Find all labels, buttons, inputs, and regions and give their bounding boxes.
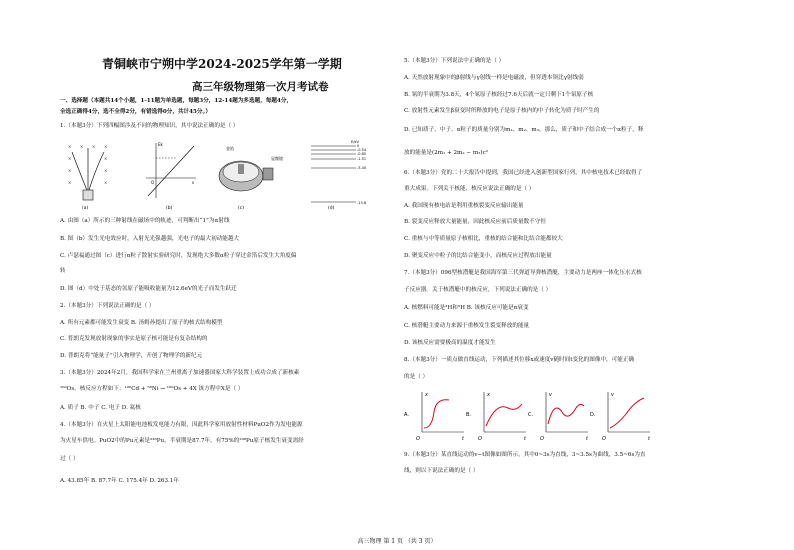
svg-text:×: × <box>92 144 96 149</box>
q1-option-b: B. 图（b）发生光电效应时，入射光光强越强，光电子的最大初动能越大 <box>60 236 240 242</box>
svg-text:t: t <box>586 436 588 442</box>
q5-option-d: D. 已知质子、中子、α粒子的质量分别为m₁、m₂、m₃，那么，质子和中子结合成一个α粒子，释 <box>404 127 644 133</box>
svg-text:E/eV: E/eV <box>351 140 359 144</box>
q1-option-d: D. 图（d）中处于基态的氢原子能吸收能量为12.6eV的光子而发生跃迁 <box>60 286 237 292</box>
q2-stem: 2.（本题3分）下列说法正确的是（ ） <box>60 303 155 309</box>
svg-text:O: O <box>478 436 482 442</box>
figure-a-magnetic-field <box>68 144 107 200</box>
exam-title: 青铜峡市宁朔中学2024-2025学年第一学期 <box>102 57 342 71</box>
q5-option-d-cont: 放的能量是(2m₁ + 2m₂ − m₃)c² <box>404 150 488 156</box>
q8-graph-d <box>590 392 651 442</box>
page-footer: 高三物理 第 1 页 （共 3 页） <box>357 538 437 545</box>
q4-stem-2: 为火星车供电。PuO2中的Pu元素是²³⁸Pu，半衰期是87.7年，有75%的²³⁸Pu原子核发生衰变需经 <box>60 438 304 444</box>
svg-text:O: O <box>540 436 544 442</box>
svg-text:O: O <box>151 180 155 185</box>
figure-c-label: (c) <box>238 206 244 210</box>
svg-text:0: 0 <box>357 144 360 148</box>
q8-graph-c <box>528 392 589 442</box>
q6-stem-2: 重大成果。下列关于核能、核反应说法正确的是（ ） <box>404 186 535 192</box>
svg-text:-3.40: -3.40 <box>357 166 366 170</box>
svg-text:t: t <box>524 436 526 442</box>
svg-text:×: × <box>104 144 108 149</box>
svg-text:×: × <box>68 168 72 173</box>
q4-stem-1: 4.（本题3分）在火星上太阳能电池板发电能力有限，因此科学家用放射性材料PuO2作为发电能源 <box>60 422 303 428</box>
q2-option-ab: A. 所有元素都可能发生衰变 B. 汤姆孙提出了原子的核式结构模型 <box>60 320 223 326</box>
svg-text:v: v <box>549 392 552 398</box>
svg-text:Ek: Ek <box>158 142 163 147</box>
q6-option-a: A. 我国现有核电站是利用重核裂变反应输出能量 <box>404 203 524 209</box>
svg-text:x: x <box>425 392 428 398</box>
q9-stem-1: 9.（本题3分）某直线运动的v−t图像如图所示，其中0~3s为直线，3~3.5s为曲线，3.5~6s为直 <box>404 452 646 458</box>
svg-text:C.: C. <box>528 412 534 418</box>
q4-options: A. 43.85年 B. 87.7年 C. 175.4年 D. 263.1年 <box>60 478 179 484</box>
q6-option-d: D. 聚变反应中粒子的比结合能变小，而核反应过程放出能量 <box>404 253 552 259</box>
q4-stem-3: 过（ ） <box>60 456 79 462</box>
svg-text:-0.54: -0.54 <box>357 148 366 152</box>
svg-text:-1.51: -1.51 <box>357 157 366 161</box>
figure-b-label: (b) <box>166 206 173 210</box>
q5-option-a: A. 天然放射现象中的β射线与γ射线一样是电磁波，但穿透本领比γ射线弱 <box>404 75 584 81</box>
svg-text:v: v <box>611 392 614 398</box>
q8-graph-b <box>466 392 527 442</box>
svg-text:×: × <box>104 168 108 173</box>
q3-stem-2: ¹⁶⁰Os，核反应方程如下：¹⁰⁶Cd + ⁵⁸Ni → ¹⁶⁰Os + 4X 该方程中X是（ ） <box>60 386 244 392</box>
q8-stem-1: 8.（本题3分）一质点做直线运动，下列描述其位移x或速度v随时间t变化的图像中，可能正确 <box>404 357 635 363</box>
q9-stem-2: 线，则以下说法正确的是（ ） <box>404 468 479 474</box>
q5-stem: 5.（本题3分）下列说法中正确的是（ ） <box>404 58 505 64</box>
figure-a-label: (a) <box>82 206 89 210</box>
q3-options: A. 质子 B. 中子 C. 电子 D. 氦核 <box>60 405 141 411</box>
q6-stem-1: 6.（本题3分）党的二十大报告中提到，我国已经进入创新型国家行列，其中核电技术已经取得了 <box>404 170 643 176</box>
q1-option-c: C. 卢瑟福通过图（c）进行α粒子散射实验研究时，发现绝大多数α粒子穿过金箔后发生大角度偏 <box>60 253 297 259</box>
q7-stem-2: 子反应器。关于核潜艇中的核反应，下列说法正确的是（ ） <box>404 287 552 293</box>
svg-text:×: × <box>68 156 72 161</box>
svg-text:O: O <box>602 436 606 442</box>
svg-text:-0.85: -0.85 <box>357 152 366 156</box>
svg-text:×: × <box>68 144 72 149</box>
svg-text:ν: ν <box>192 180 195 185</box>
svg-text:金箔: 金箔 <box>226 146 234 151</box>
q7-option-d: D. 该核反应需要极高的温度才能发生 <box>404 340 496 346</box>
svg-text:D.: D. <box>590 412 596 418</box>
q2-option-c: C. 普朗克发现放射现象的事实是原子核可能是有复杂结构的 <box>60 336 208 342</box>
svg-text:O: O <box>416 436 420 442</box>
q2-option-d: D. 普朗克将“能量子”引入物理学，开创了物理学的新纪元 <box>60 353 203 359</box>
q6-option-b: B. 裂变反应释放大量能量，因此核反应前后质量数不守恒 <box>404 219 546 225</box>
figure-d-label: (d) <box>328 206 335 210</box>
exam-subtitle: 高三年级物理第一次月考试卷 <box>192 81 329 93</box>
svg-text:×: × <box>80 144 84 149</box>
q7-option-c: C. 核潜艇主要动力来源于重核发生裂变释放的能量 <box>404 323 530 329</box>
q8-stem-2: 的是（ ） <box>404 374 429 380</box>
svg-text:x: x <box>487 392 490 398</box>
svg-text:-13.6: -13.6 <box>357 201 366 205</box>
svg-text:A.: A. <box>404 412 409 418</box>
section-heading-line-2: 全选正确得4分，选不全得2分，有错选得0分，共计45分。） <box>60 109 211 115</box>
q7-option-ab: A. 核燃料可能是²H和³H B. 该核反应可能是α衰变 <box>404 305 529 311</box>
svg-text:显微镜: 显微镜 <box>271 156 283 161</box>
q7-stem-1: 7.（本题3分）096型核潜艇是我国海军第三代弹道导弹核潜艇，主要动力是两座一体化压水式核 <box>404 270 642 276</box>
q1-stem: 1.（本题3分）下列四幅图涉及不同的物理知识，其中说法正确的是（ ） <box>60 123 239 129</box>
q1-option-c-cont: 转 <box>60 268 66 274</box>
figure-d-energy-levels <box>311 140 366 205</box>
q3-stem-1: 3.（本题3分）2024年2月，我国科学家在兰州重离子加速器国家大科学装置上成功合成了新核素 <box>60 370 300 376</box>
q8-graph-a <box>404 392 465 442</box>
svg-text:×: × <box>104 180 108 185</box>
svg-text:×: × <box>68 180 72 185</box>
svg-text:×: × <box>104 156 108 161</box>
q5-option-c: C. 放射性元素发生β衰变时所释放的电子是原子核内的中子转化为质子时产生的 <box>404 108 600 114</box>
svg-text:t: t <box>462 436 464 442</box>
q5-option-b: B. 氡的半衰期为3.8天，4个氡原子核经过7.6天后就一定只剩下1个氡原子核 <box>404 92 594 98</box>
q1-figures <box>66 138 366 210</box>
section-heading-line-1: 一、选择题（本题共14个小题，1-11题为单选题，每题3分，12-14题为多选题，每题4分， <box>60 98 293 104</box>
figure-b-photoelectric-graph <box>146 142 196 198</box>
q1-option-a: A. 由图（a）所示的三种射线在磁场中的轨迹，可判断出“1”为α射线 <box>60 218 230 224</box>
q6-option-c: C. 重核与中等质量原子核相比，重核的结合能和比结合能都较大 <box>404 236 563 242</box>
q8-graphs <box>404 388 654 444</box>
figure-c-alpha-scattering <box>219 145 283 191</box>
svg-text:t: t <box>648 436 650 442</box>
svg-text:B.: B. <box>466 412 472 418</box>
